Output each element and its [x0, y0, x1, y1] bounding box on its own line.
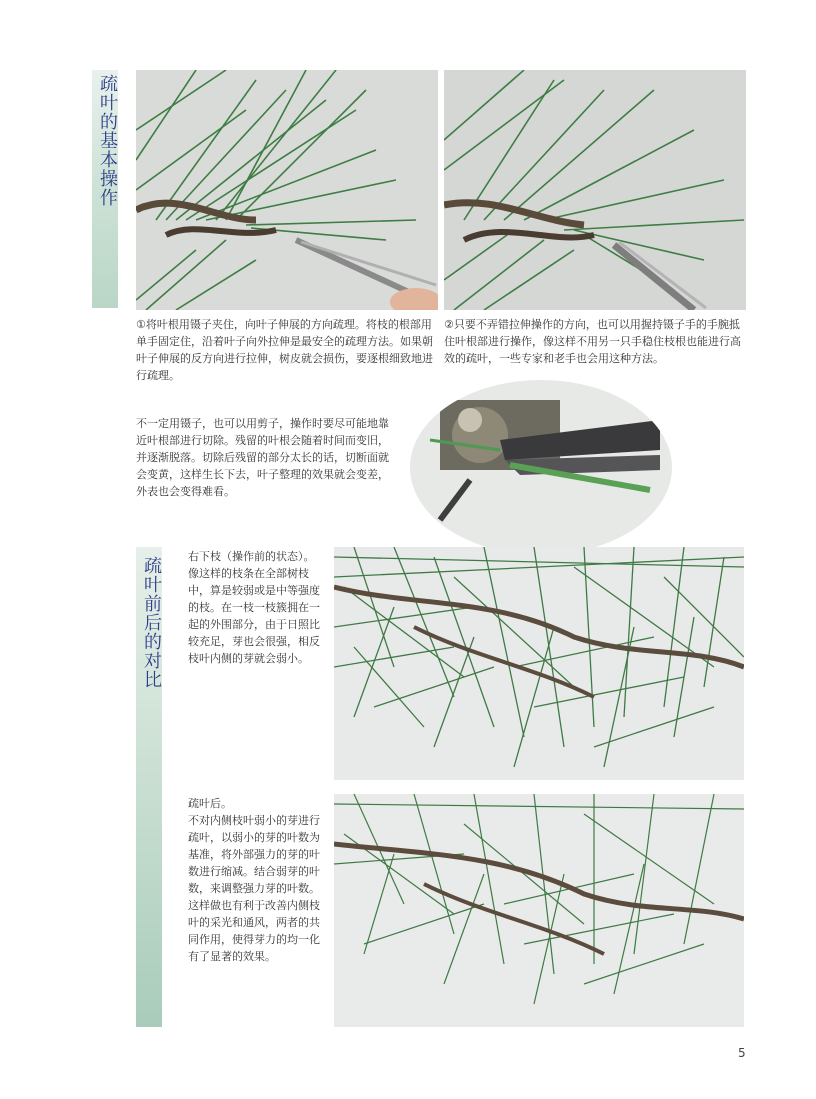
section2-title: 疏叶前后的对比 [141, 556, 162, 689]
photo-scissors-oval [410, 380, 672, 555]
after-caption: 疏叶后。 不对内侧枝叶弱小的芽进行疏叶，以弱小的芽的叶数为基准，将外部强力的芽的叶数进行缩减。结合弱芽的叶数，来调整强力芽的叶数。这样做也有利于改善内侧枝叶的采光和通风，两者的共同作用，使得芽力的均一化有了显著的效果。 [188, 797, 320, 963]
photo-after-thinning [334, 794, 744, 1027]
before-caption: 右下枝（操作前的状态）。 像这样的枝条在全部树枝中，算是较弱或是中等强度的枝。在一枝一枝簇拥在一起的外围部分，由于日照比较充足，芽也会很强，相反枝叶内侧的芽就会弱小。 [188, 550, 320, 665]
photo-tweezers-2 [444, 70, 746, 310]
page-number: 5 [738, 1046, 746, 1060]
scissors-paragraph: 不一定用镊子，也可以用剪子，操作时要尽可能地靠近叶根部进行切除。残留的叶根会随着时间而变旧，并逐渐脱落。切除后残留的部分太长的话，切断面就会变黄，这样生长下去，叶子整理的效果就会变差，外表也会变得难看。 [136, 417, 389, 498]
photo-before-thinning [334, 547, 744, 780]
caption-step-1: ①将叶根用镊子夹住，向叶子伸展的方向疏理。将枝的根部用单手固定住，沿着叶子向外拉伸是最安全的疏理方法。如果朝叶子伸展的反方向进行拉伸，树皮就会损伤，要逐根细致地进行疏理。 [136, 318, 433, 382]
caption-step-2: ②只要不弄错拉伸操作的方向，也可以用握持镊子手的手腕抵住叶根部进行操作，像这样不用另一只手稳住枝根也能进行高效的疏叶，一些专家和老手也会用这种方法。 [444, 318, 741, 365]
photo-tweezers-1 [136, 70, 438, 310]
section1-title: 疏叶的基本操作 [97, 74, 118, 207]
